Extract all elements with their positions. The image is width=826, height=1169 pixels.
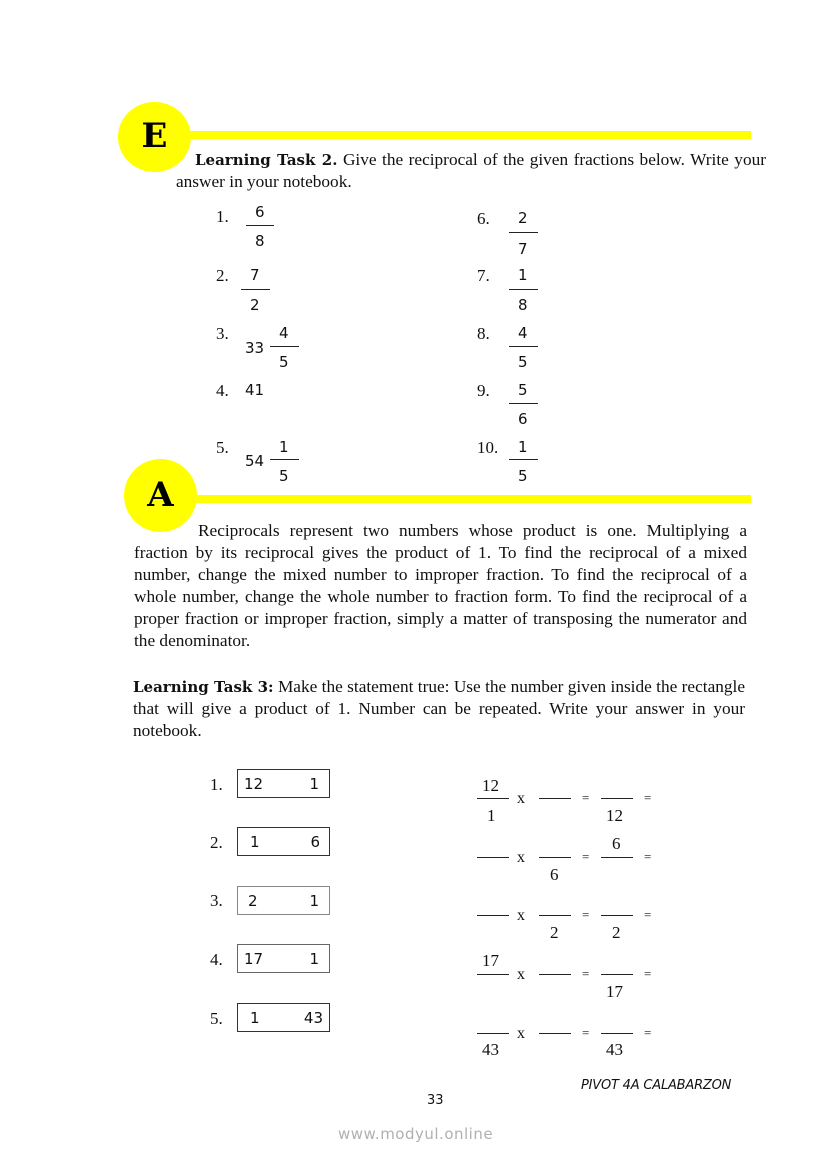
answer-line[interactable] xyxy=(477,857,509,858)
equals-symbol: = xyxy=(582,790,590,805)
whole-number: 41 xyxy=(245,381,265,399)
f3-denominator: 2 xyxy=(612,923,621,942)
equals-symbol: = xyxy=(644,966,652,981)
section-a-badge-letter: A xyxy=(147,475,174,515)
item-label: 4. xyxy=(210,950,223,969)
box-right-number: 43 xyxy=(303,1009,323,1027)
answer-line[interactable] xyxy=(601,974,633,975)
box-left-number: 12 xyxy=(244,775,264,793)
fraction-bar xyxy=(509,289,538,290)
answer-line[interactable] xyxy=(539,798,571,799)
answer-line[interactable] xyxy=(539,1033,571,1034)
box-right-number: 1 xyxy=(309,775,319,793)
times-symbol: x xyxy=(517,966,525,983)
number-box xyxy=(237,944,330,973)
answer-line[interactable] xyxy=(539,915,571,916)
item-label: 7. xyxy=(477,266,490,285)
section-a-paragraph: Reciprocals represent two numbers whose product is one. Multiplying a fraction by its reciprocal gives the product of 1. To find the reciprocal of a mixed number, change the mixed number to improper fraction. To find the reciprocal of a whole number, change the whole number to fraction form. To find the reciprocal of a proper fraction or improper fraction, simply a matter of transposing the numerator and the denominator. xyxy=(134,521,747,650)
denominator: 8 xyxy=(255,232,265,250)
number-box xyxy=(237,769,330,798)
fraction-bar xyxy=(509,346,538,347)
section-e-badge-letter: E xyxy=(141,116,168,156)
f1-numerator: 17 xyxy=(482,951,499,970)
task2-instruction xyxy=(176,149,766,193)
answer-line xyxy=(601,857,633,858)
whole-number: 33 xyxy=(245,339,265,357)
denominator: 6 xyxy=(518,410,528,428)
item-label: 6. xyxy=(477,209,490,228)
answer-line[interactable] xyxy=(601,1033,633,1034)
item-label: 1. xyxy=(210,775,223,794)
answer-line[interactable] xyxy=(601,915,633,916)
numerator: 6 xyxy=(255,203,265,221)
f2-denominator: 2 xyxy=(550,923,559,942)
task3-title: Learning Task 3: xyxy=(133,678,274,696)
equals-symbol: = xyxy=(644,790,652,805)
item-label: 10. xyxy=(477,438,499,457)
denominator: 2 xyxy=(250,296,260,314)
denominator: 7 xyxy=(518,240,528,258)
section-a-divider-bar xyxy=(176,495,751,503)
fraction-bar xyxy=(509,459,538,460)
item-label: 2. xyxy=(210,833,223,852)
denominator: 5 xyxy=(518,353,528,371)
box-left-number: 2 xyxy=(248,892,258,910)
answer-line[interactable] xyxy=(477,1033,509,1034)
item-label: 3. xyxy=(210,891,223,910)
numerator: 1 xyxy=(518,438,528,456)
denominator: 5 xyxy=(279,353,289,371)
item-label: 4. xyxy=(216,381,229,400)
numerator: 5 xyxy=(518,381,528,399)
answer-line[interactable] xyxy=(539,974,571,975)
times-symbol: x xyxy=(517,849,525,866)
denominator: 8 xyxy=(518,296,528,314)
equals-symbol: = xyxy=(644,1025,652,1040)
numerator: 4 xyxy=(518,324,528,342)
fraction-bar xyxy=(246,225,274,226)
equals-symbol: = xyxy=(644,849,652,864)
fraction-bar xyxy=(509,232,538,233)
item-label: 3. xyxy=(216,324,229,343)
box-right-number: 6 xyxy=(310,833,320,851)
watermark: www.modyul.online xyxy=(338,1125,494,1143)
item-label: 5. xyxy=(216,438,229,457)
task2-instruction-text: Give the reciprocal of the given fractions below. Write your answer in your notebook. xyxy=(176,150,766,191)
f1-denominator: 43 xyxy=(482,1040,499,1059)
answer-line[interactable] xyxy=(601,798,633,799)
task3-instruction-text: Make the statement true: Use the number given inside the rectangle that will give a product of 1. Number can be repeated. Write your answer in your notebook. xyxy=(133,677,745,740)
box-left-number: 1 xyxy=(250,833,260,851)
numerator: 1 xyxy=(518,266,528,284)
whole-number: 54 xyxy=(245,452,265,470)
f2-denominator: 6 xyxy=(550,865,559,884)
page-number: 33 xyxy=(427,1093,444,1108)
times-symbol: x xyxy=(517,1025,525,1042)
item-label: 5. xyxy=(210,1009,223,1028)
numerator: 2 xyxy=(518,209,528,227)
times-symbol: x xyxy=(517,907,525,924)
answer-line xyxy=(477,974,509,975)
equals-symbol: = xyxy=(644,907,652,922)
f1-numerator: 12 xyxy=(482,776,499,795)
task2-title: Learning Task 2. xyxy=(195,151,338,169)
times-symbol: x xyxy=(517,790,525,807)
equals-symbol: = xyxy=(582,1025,590,1040)
denominator: 5 xyxy=(279,467,289,485)
denominator: 5 xyxy=(518,467,528,485)
f3-denominator: 17 xyxy=(606,982,623,1001)
equals-symbol: = xyxy=(582,907,590,922)
task3-instruction xyxy=(133,676,745,742)
answer-line[interactable] xyxy=(477,915,509,916)
number-box xyxy=(237,827,330,856)
f1-denominator: 1 xyxy=(487,806,496,825)
section-e-divider-bar xyxy=(170,131,751,139)
equals-symbol: = xyxy=(582,966,590,981)
item-label: 2. xyxy=(216,266,229,285)
box-left-number: 17 xyxy=(244,950,264,968)
number-box xyxy=(237,886,330,915)
f3-denominator: 12 xyxy=(606,806,623,825)
numerator: 7 xyxy=(250,266,260,284)
fraction-bar xyxy=(270,346,299,347)
f3-numerator: 6 xyxy=(612,834,621,853)
number-box xyxy=(237,1003,330,1032)
item-label: 1. xyxy=(216,207,229,226)
numerator: 4 xyxy=(279,324,289,342)
box-right-number: 1 xyxy=(309,950,319,968)
item-label: 9. xyxy=(477,381,490,400)
numerator: 1 xyxy=(279,438,289,456)
answer-line xyxy=(477,798,509,799)
box-left-number: 1 xyxy=(250,1009,260,1027)
equals-symbol: = xyxy=(582,849,590,864)
item-label: 8. xyxy=(477,324,490,343)
fraction-bar xyxy=(270,459,299,460)
fraction-bar xyxy=(241,289,270,290)
box-right-number: 1 xyxy=(309,892,319,910)
publisher-label: PIVOT 4A CALABARZON xyxy=(581,1078,732,1093)
answer-line[interactable] xyxy=(539,857,571,858)
fraction-bar xyxy=(509,403,538,404)
f3-denominator: 43 xyxy=(606,1040,623,1059)
